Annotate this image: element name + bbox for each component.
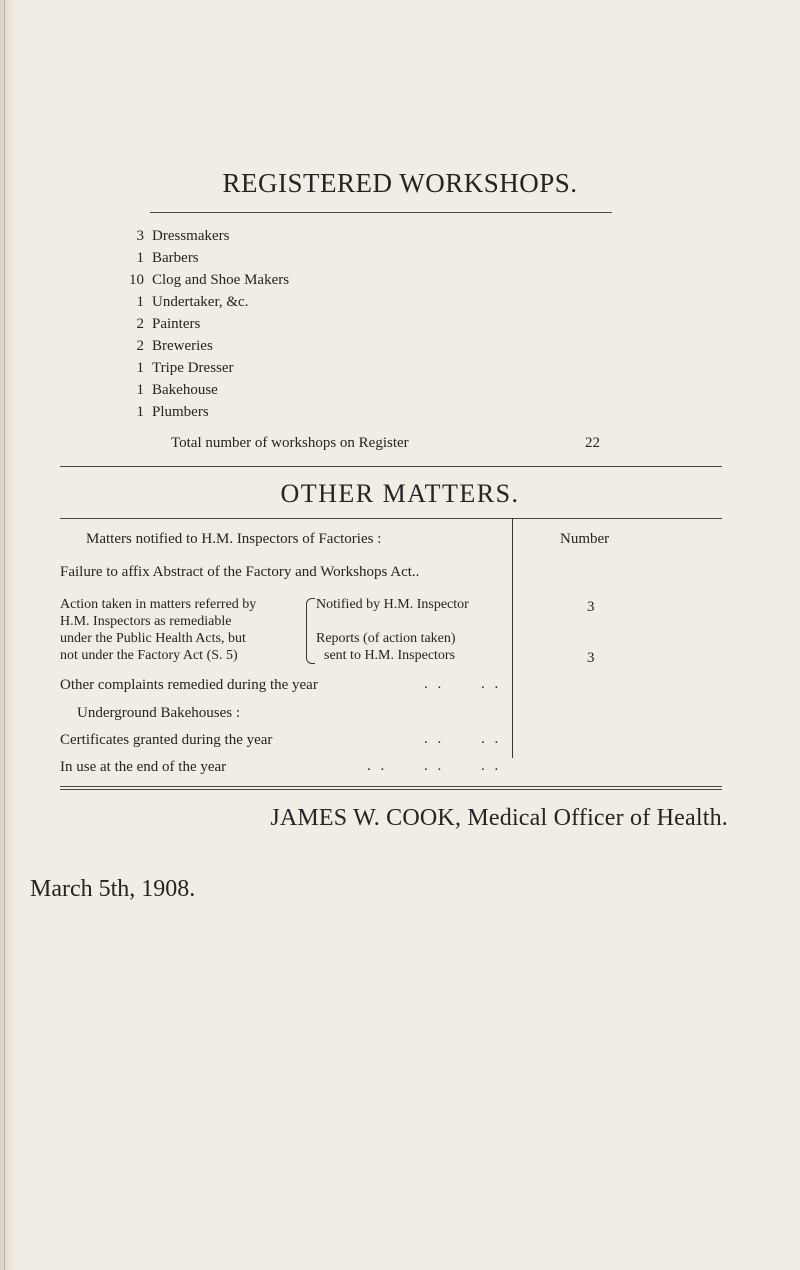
workshop-type: Barbers: [152, 250, 199, 266]
workshop-count: 2: [136, 338, 144, 354]
workshop-type: Bakehouse: [152, 382, 218, 398]
list-item: [120, 226, 229, 246]
in-use-row: In use at the end of the year: [60, 759, 227, 775]
workshop-count: 10: [129, 272, 144, 288]
failure-to-affix-row: Failure to affix Abstract of the Factory and Workshops Act..: [60, 564, 420, 580]
action-taken-line: not under the Factory Act (S. 5): [60, 648, 238, 663]
workshop-type: Tripe Dresser: [152, 360, 234, 376]
total-label: Total number of workshops on Register: [171, 435, 409, 451]
section-divider: [60, 466, 722, 467]
reports-value: 3: [587, 650, 595, 666]
reports-sent-line: sent to H.M. Inspectors: [324, 648, 456, 663]
list-item: [120, 314, 200, 334]
total-value: 22: [585, 435, 600, 451]
number-column-header: Number: [560, 531, 610, 547]
list-item: [120, 358, 234, 378]
notified-matters-header: Matters notified to H.M. Inspectors of Factories :: [86, 531, 382, 547]
workshop-count: 3: [136, 228, 144, 244]
reports-sent-line: Reports (of action taken): [316, 631, 456, 646]
list-item: [120, 336, 213, 356]
action-brace: [306, 598, 315, 664]
action-taken-line: under the Public Health Acts, but: [60, 631, 246, 646]
action-taken-line: Action taken in matters referred by: [60, 597, 257, 612]
notified-by-inspector: Notified by H.M. Inspector: [316, 597, 469, 612]
signature: JAMES W. COOK, Medical Officer of Health.: [270, 805, 728, 831]
action-taken-line: H.M. Inspectors as remediable: [60, 614, 232, 629]
workshop-type: Clog and Shoe Makers: [152, 272, 290, 288]
title-underline: [150, 212, 612, 213]
workshop-count: 1: [136, 382, 144, 398]
leader-dots: . .: [424, 758, 445, 774]
workshop-count: 1: [136, 250, 144, 266]
workshop-count: 2: [136, 316, 144, 332]
column-divider: [512, 518, 513, 758]
workshop-type: Dressmakers: [152, 228, 230, 244]
list-item: [120, 402, 209, 422]
workshop-type: Painters: [152, 316, 201, 332]
workshop-count: 1: [136, 360, 144, 376]
underground-bakehouses-header: Underground Bakehouses :: [77, 705, 241, 721]
other-matters-title: OTHER MATTERS.: [280, 479, 520, 508]
workshop-count: 1: [136, 294, 144, 310]
table-bottom-rule: [60, 786, 722, 787]
list-item: [120, 248, 199, 268]
table-top-rule: [60, 518, 722, 519]
leader-dots: . .: [481, 731, 502, 747]
notified-value: 3: [587, 599, 595, 615]
workshop-type: Plumbers: [152, 404, 209, 420]
table-bottom-rule-double: [60, 789, 722, 790]
leader-dots: . .: [481, 758, 502, 774]
leader-dots: . .: [481, 676, 502, 692]
list-item: [120, 380, 218, 400]
workshop-count: 1: [136, 404, 144, 420]
report-date: March 5th, 1908.: [30, 876, 196, 902]
list-item: [120, 270, 289, 290]
registered-workshops-title: REGISTERED WORKSHOPS.: [222, 168, 578, 198]
list-item: [120, 292, 248, 312]
workshop-type: Breweries: [152, 338, 213, 354]
certificates-row: Certificates granted during the year: [60, 732, 273, 748]
other-complaints-row: Other complaints remedied during the year: [60, 677, 318, 693]
leader-dots: . .: [424, 676, 445, 692]
leader-dots: . .: [367, 758, 388, 774]
workshop-type: Undertaker, &c.: [152, 294, 249, 310]
leader-dots: . .: [424, 731, 445, 747]
